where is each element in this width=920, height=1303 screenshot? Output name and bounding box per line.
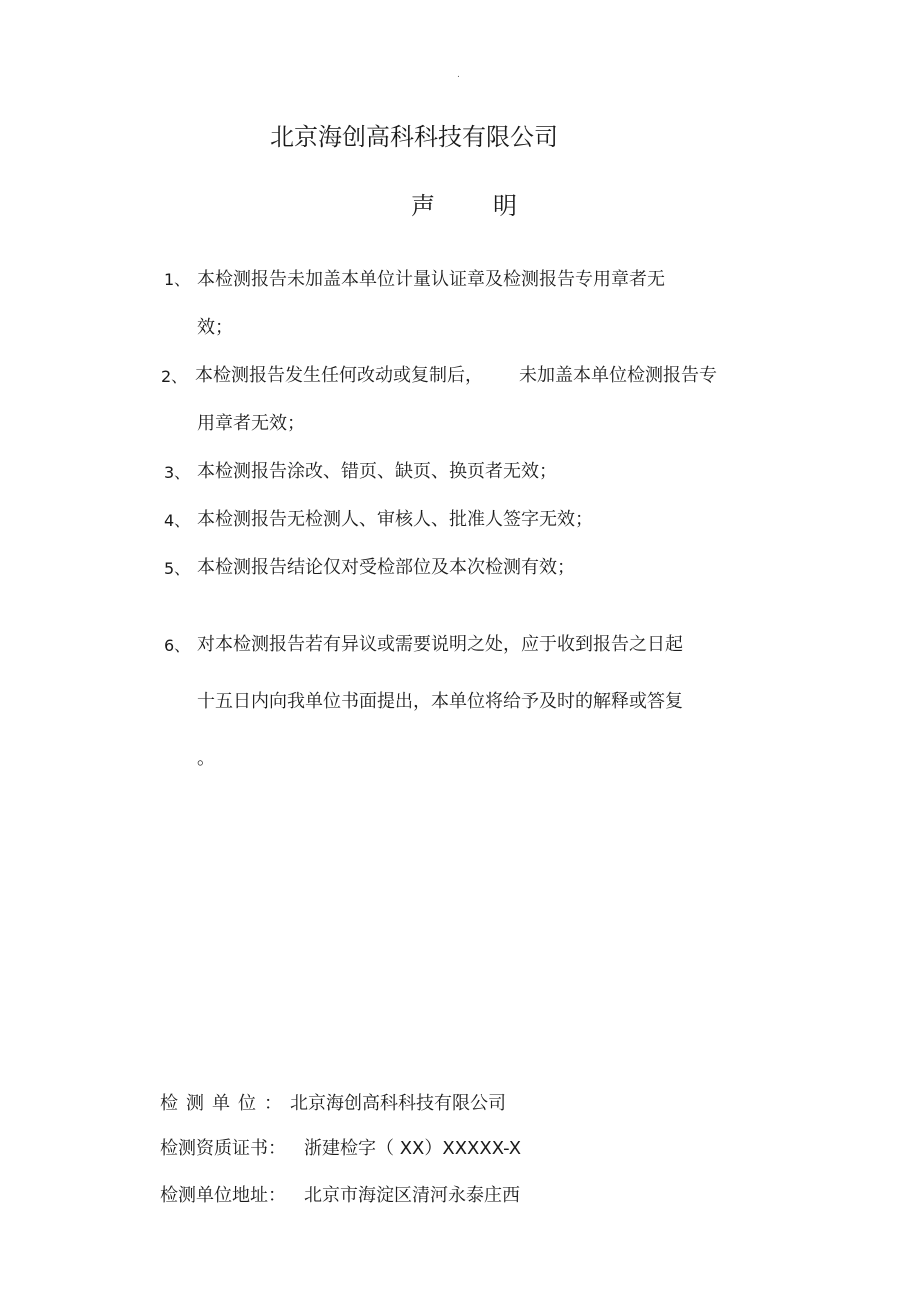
item-3-number: 3、 bbox=[164, 463, 191, 482]
item-2-line-1-part-1: 本检测报告发生任何改动或复制后， bbox=[195, 365, 483, 386]
footer-cert bbox=[160, 1134, 521, 1160]
footer-unit bbox=[160, 1089, 506, 1115]
footer-address-label: 检测单位地址： bbox=[160, 1185, 286, 1206]
item-5-line-1: 本检测报告结论仅对受检部位及本次检测有效； bbox=[197, 557, 575, 578]
footer-address-value: 北京市海淀区清河永泰庄西 bbox=[304, 1185, 520, 1206]
item-1-number: 1、 bbox=[164, 270, 191, 289]
item-5-number: 5、 bbox=[164, 559, 191, 578]
item-2-line-2: 用章者无效； bbox=[197, 413, 305, 434]
item-6-number: 6、 bbox=[164, 636, 191, 655]
item-2-number: 2、 bbox=[161, 367, 188, 386]
statement-title bbox=[411, 186, 517, 221]
item-2-line-1-part-2: 未加盖本单位检测报告专 bbox=[519, 365, 717, 386]
footer-unit-value: 北京海创高科科技有限公司 bbox=[290, 1093, 506, 1114]
item-1-line-2: 效； bbox=[197, 317, 233, 338]
item-4-number: 4、 bbox=[164, 511, 191, 530]
statement-title-char-1: 声 bbox=[411, 192, 435, 220]
item-4-line-1: 本检测报告无检测人、审核人、批准人签字无效； bbox=[197, 509, 593, 530]
item-2-line-1 bbox=[195, 361, 717, 387]
footer-unit-label: 检测单位： bbox=[160, 1093, 290, 1114]
item-3-line-1: 本检测报告涂改、错页、缺页、换页者无效； bbox=[197, 461, 557, 482]
company-title: 北京海创高科科技有限公司 bbox=[270, 123, 558, 151]
item-6-line-3: 。 bbox=[197, 748, 215, 769]
footer-address bbox=[160, 1181, 520, 1207]
page-dot: . bbox=[457, 70, 460, 80]
footer-cert-value: 浙建检字（ XX）XXXXX-X bbox=[304, 1138, 522, 1159]
statement-title-char-2: 明 bbox=[493, 192, 517, 220]
item-6-line-1: 对本检测报告若有异议或需要说明之处，应于收到报告之日起 bbox=[197, 634, 683, 655]
item-1-line-1: 本检测报告未加盖本单位计量认证章及检测报告专用章者无 bbox=[197, 269, 665, 290]
footer-cert-label: 检测资质证书： bbox=[160, 1138, 286, 1159]
item-6-line-2: 十五日内向我单位书面提出，本单位将给予及时的解释或答复 bbox=[197, 691, 683, 712]
